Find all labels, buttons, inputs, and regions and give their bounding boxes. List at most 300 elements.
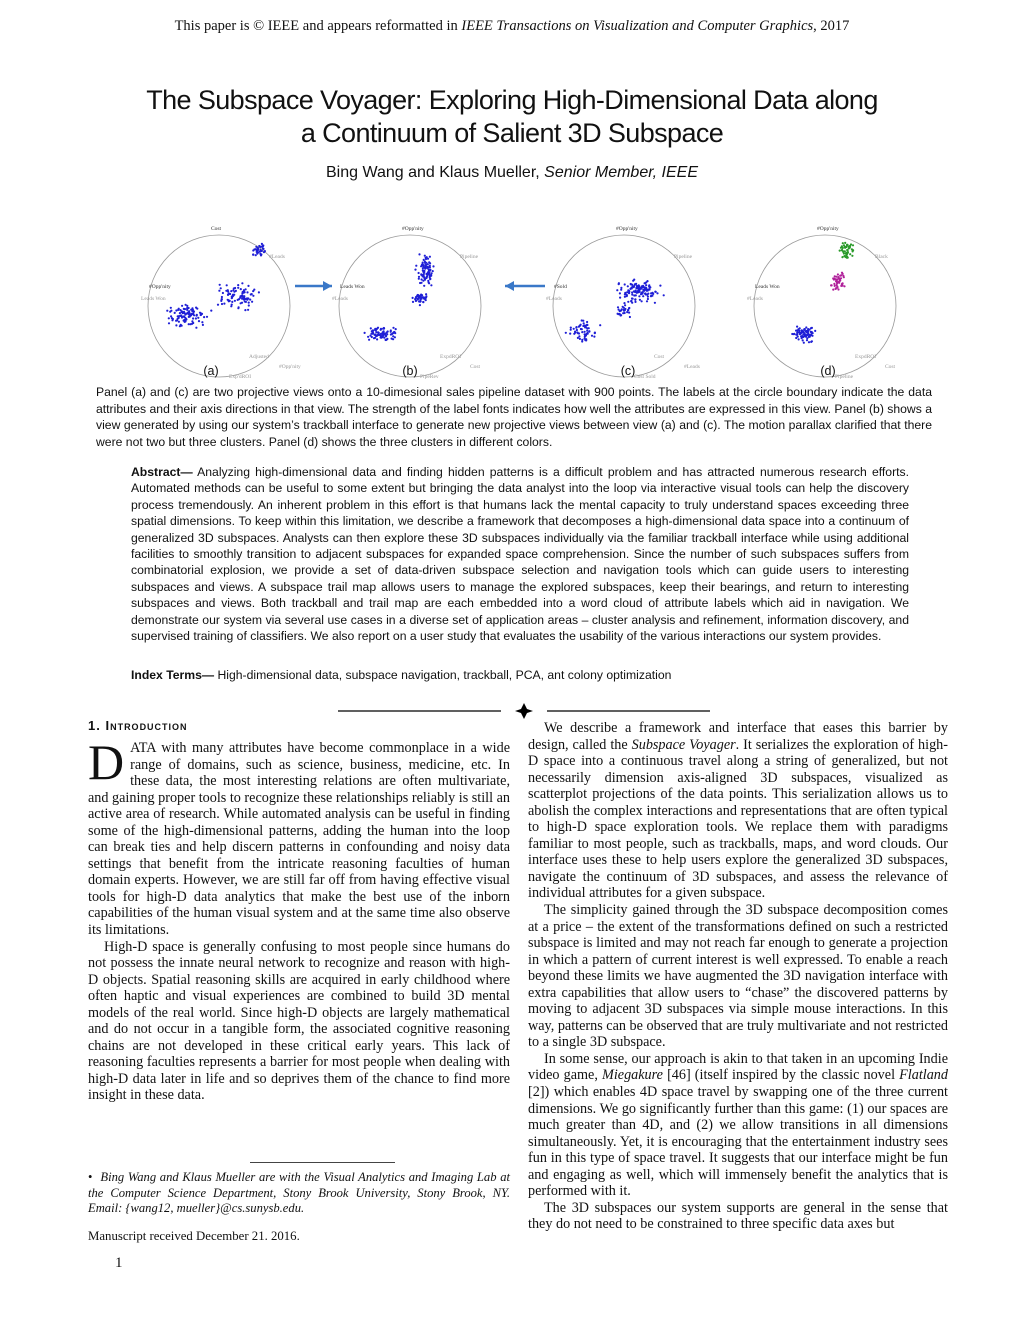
data-point xyxy=(650,295,652,297)
data-point xyxy=(371,336,373,338)
attribute-label: #Leads xyxy=(546,296,562,302)
data-point xyxy=(177,309,179,311)
data-point xyxy=(386,338,388,340)
data-point xyxy=(226,284,228,286)
data-point xyxy=(244,300,246,302)
attribute-label: PipeRev xyxy=(420,374,439,380)
attribute-label: #Opp'nity xyxy=(149,284,171,290)
footnote: • Bing Wang and Klaus Mueller are with the Visual Analytics and Imaging Lab at the Computer Science Department, Stony Brook University, Stony Brook, NY. Email: {wang12, mueller}@cs.sunysb.edu. xyxy=(88,1170,510,1215)
attribute-label: Cost xyxy=(885,364,896,370)
data-point xyxy=(415,296,417,298)
data-point xyxy=(243,298,245,300)
data-point xyxy=(847,251,849,253)
intro-paragraph-1: DATA with many attributes have become commonplace in a wide range of domains, such as science, business, medicine, etc. In these data, the most interesting relations are often multivariate, and gaining proper tools to recognize these relationships reliably is still an active area of research. While automated analysis can be useful in finding some of the high-dimensional patterns, adding the human into the loop can break ties and help discern patterns in confounding and noisy data settings that benefit from the intricate reasoning faculties of human domain experts. However, we are still far off from having effective visual tools for high-D data analytics that make the best use of the inborn capabilities of the human visual system and at the same time also observe its limitations. xyxy=(88,734,510,939)
data-point xyxy=(364,332,366,334)
data-point xyxy=(616,289,618,291)
data-point xyxy=(210,310,212,312)
data-point xyxy=(578,332,580,334)
data-point xyxy=(262,247,264,249)
data-point xyxy=(426,267,428,269)
data-point xyxy=(423,264,425,266)
data-point xyxy=(619,292,621,294)
data-point xyxy=(220,300,222,302)
data-point xyxy=(805,334,807,336)
data-point xyxy=(633,279,635,281)
data-point xyxy=(836,278,838,280)
data-point xyxy=(646,280,648,282)
data-point xyxy=(195,317,197,319)
data-point xyxy=(253,289,255,291)
data-point xyxy=(245,288,247,290)
attribute-label: Leads Won xyxy=(755,284,780,290)
attribute-label: Leads Won xyxy=(340,284,365,290)
data-point xyxy=(833,283,835,285)
data-point xyxy=(196,315,198,317)
data-point xyxy=(627,289,629,291)
data-point xyxy=(192,322,194,324)
authors: Bing Wang and Klaus Mueller, Senior Member, IEEE xyxy=(325,164,699,181)
data-point xyxy=(184,308,186,310)
data-point xyxy=(186,309,188,311)
data-point xyxy=(654,291,656,293)
data-point xyxy=(569,333,571,335)
data-point xyxy=(387,330,389,332)
data-point xyxy=(634,283,636,285)
data-point xyxy=(835,288,837,290)
data-point xyxy=(429,256,431,258)
data-point xyxy=(220,287,222,289)
data-point xyxy=(374,328,376,330)
data-point xyxy=(581,339,583,341)
data-point xyxy=(576,329,578,331)
data-point xyxy=(427,258,429,260)
data-point xyxy=(202,324,204,326)
data-point xyxy=(631,294,633,296)
data-point xyxy=(638,288,640,290)
data-point xyxy=(188,315,190,317)
data-point xyxy=(174,312,176,314)
data-point xyxy=(635,294,637,296)
data-point xyxy=(806,330,808,332)
attribute-label: #Opp'nity xyxy=(279,364,301,370)
data-point xyxy=(219,284,221,286)
data-point xyxy=(638,284,640,286)
data-point xyxy=(377,334,379,336)
data-point xyxy=(808,341,810,343)
data-point xyxy=(594,332,596,334)
data-point xyxy=(424,279,426,281)
data-point xyxy=(243,295,245,297)
data-point xyxy=(380,329,382,331)
data-point xyxy=(395,328,397,330)
data-point xyxy=(659,285,661,287)
panel-label-d: (d) xyxy=(820,364,836,378)
data-point xyxy=(201,313,203,315)
data-point xyxy=(626,311,628,313)
data-point xyxy=(842,282,844,284)
data-point xyxy=(230,305,232,307)
attribute-label: Cost Sold xyxy=(634,374,656,380)
page-number: 1 xyxy=(115,1255,123,1271)
paper-title xyxy=(90,84,934,150)
data-point xyxy=(231,301,233,303)
data-point xyxy=(233,294,235,296)
drop-cap: D xyxy=(88,734,125,790)
data-point xyxy=(227,299,229,301)
data-point xyxy=(168,317,170,319)
data-point xyxy=(246,291,248,293)
data-point xyxy=(425,258,427,260)
data-point xyxy=(423,271,425,273)
attribute-label: #Leads xyxy=(747,296,763,302)
panel-label-a: (a) xyxy=(203,364,219,378)
data-point xyxy=(791,333,793,335)
intro-paragraph-2: High-D space is generally confusing to most people since humans do not possess the innate neural network to recognize and reason with high-D objects. Spatial reasoning skills are acquired in early childhood where often haptic and visual experiences are combined to build 3D mental models of the real world. Since high-D objects are largely mathematical and do not occur in a tangible form, the associated cognitive reasoning chains are not developed in these critical early years. This lack of reasoning faculties represents a barrier for most people when dealing with high-D data later in life and so deprives them of the chance to find more insight in these data. xyxy=(88,938,510,1104)
data-point xyxy=(832,289,834,291)
data-point xyxy=(430,284,432,286)
attribute-label: Cost xyxy=(470,364,481,370)
attribute-label: Cost xyxy=(211,226,222,232)
footnote-rule xyxy=(250,1162,395,1163)
data-point xyxy=(252,295,254,297)
data-point xyxy=(843,285,845,287)
data-point xyxy=(842,275,844,277)
data-point xyxy=(227,291,229,293)
data-point xyxy=(180,315,182,317)
data-point xyxy=(851,255,853,257)
data-point xyxy=(811,340,813,342)
data-point xyxy=(584,331,586,333)
data-point xyxy=(627,309,629,311)
data-point xyxy=(852,244,854,246)
data-point xyxy=(255,246,257,248)
data-point xyxy=(432,265,434,267)
figure-caption: Panel (a) and (c) are two projective views onto a 10-dimesional sales pipeline dataset with 900 points. The labels at the circle boundary indicate the data attributes and their axis directions in that view. The strength of the label fonts indicates how well the attributes are expressed in this view. Panel (b) shows a view generated by using our system’s trackball interface to generate new projective views between view (a) and (c). The motion parallax clarified that there were not two but three clusters. Panel (d) shows the three clusters in different colors. xyxy=(96,385,932,449)
data-point xyxy=(195,307,197,309)
data-point xyxy=(586,330,588,332)
data-point xyxy=(179,309,181,311)
data-point xyxy=(839,250,841,252)
data-point xyxy=(390,333,392,335)
data-point xyxy=(799,327,801,329)
data-point xyxy=(183,315,185,317)
data-point xyxy=(624,308,626,310)
data-point xyxy=(644,282,646,284)
data-point xyxy=(431,272,433,274)
data-point xyxy=(620,287,622,289)
data-point xyxy=(422,301,424,303)
data-point xyxy=(186,305,188,307)
data-point xyxy=(801,335,803,337)
data-point xyxy=(844,242,846,244)
data-point xyxy=(847,249,849,251)
attribute-label: #Sold xyxy=(554,284,567,290)
arrow-head-icon xyxy=(505,281,514,291)
data-point xyxy=(240,288,242,290)
data-point xyxy=(645,284,647,286)
data-point xyxy=(622,306,624,308)
data-point xyxy=(260,253,262,255)
divider-star-icon xyxy=(515,703,533,719)
data-point xyxy=(846,256,848,258)
data-point xyxy=(618,283,620,285)
data-point xyxy=(834,285,836,287)
data-point xyxy=(247,309,249,311)
data-point xyxy=(628,292,630,294)
data-point xyxy=(624,293,626,295)
data-point xyxy=(237,299,239,301)
data-point xyxy=(418,276,420,278)
data-point xyxy=(244,291,246,293)
data-point xyxy=(586,321,588,323)
data-point xyxy=(232,289,234,291)
data-point xyxy=(229,300,231,302)
data-point xyxy=(586,324,588,326)
data-point xyxy=(802,333,804,335)
attribute-label: Adjusted xyxy=(249,354,269,360)
data-point xyxy=(837,276,839,278)
data-point xyxy=(624,283,626,285)
data-point xyxy=(252,254,254,256)
data-point xyxy=(427,280,429,282)
right-paragraph-4: The 3D subspaces our system supports are general in the sense that they do not need to be constrained to three specific data axes but xyxy=(528,1199,948,1233)
data-point xyxy=(419,304,421,306)
data-point xyxy=(217,304,219,306)
data-point xyxy=(237,307,239,309)
manuscript-date: Manuscript received December 21. 2016. xyxy=(88,1229,300,1243)
data-point xyxy=(599,324,601,326)
data-point xyxy=(181,305,183,307)
data-point xyxy=(170,315,172,317)
data-point xyxy=(206,316,208,318)
data-point xyxy=(573,328,575,330)
data-point xyxy=(198,320,200,322)
data-point xyxy=(241,292,243,294)
data-point xyxy=(634,301,636,303)
attribute-label: ExpdROI xyxy=(440,354,462,360)
data-point xyxy=(840,285,842,287)
data-point xyxy=(840,247,842,249)
data-point xyxy=(186,312,188,314)
data-point xyxy=(231,295,233,297)
data-point xyxy=(656,292,658,294)
data-point xyxy=(415,265,417,267)
data-point xyxy=(228,293,230,295)
attribute-label: Cost xyxy=(654,354,665,360)
data-point xyxy=(418,278,420,280)
data-point xyxy=(642,295,644,297)
data-point xyxy=(261,250,263,252)
section-title-introduction: 1. Introduction xyxy=(88,718,188,733)
data-point xyxy=(632,298,634,300)
data-point xyxy=(839,275,841,277)
data-point xyxy=(170,307,172,309)
data-point xyxy=(380,336,382,338)
data-point xyxy=(373,337,375,339)
data-point xyxy=(262,244,264,246)
data-point xyxy=(633,286,635,288)
data-point xyxy=(586,332,588,334)
data-point xyxy=(581,319,583,321)
data-point xyxy=(793,333,795,335)
attribute-label: #Leads xyxy=(269,254,285,260)
data-point xyxy=(630,283,632,285)
attribute-label: #Opp'nity xyxy=(817,226,839,232)
data-point xyxy=(650,292,652,294)
data-point xyxy=(843,244,845,246)
data-point xyxy=(618,309,620,311)
data-point xyxy=(428,282,430,284)
data-point xyxy=(230,290,232,292)
data-point xyxy=(376,338,378,340)
data-point xyxy=(195,327,197,329)
data-point xyxy=(188,323,190,325)
data-point xyxy=(185,319,187,321)
data-point xyxy=(432,270,434,272)
data-point xyxy=(581,331,583,333)
data-point xyxy=(640,293,642,295)
data-point xyxy=(415,300,417,302)
data-point xyxy=(248,302,250,304)
data-point xyxy=(593,336,595,338)
data-point xyxy=(831,284,833,286)
data-point xyxy=(424,298,426,300)
right-paragraph-1: We describe a framework and interface that eases this barrier by design, called the Subspace Voyager. It serializes the exploration of high-D space into a continuous travel along a string of generalized, but not necessarily dimension axis-aligned 3D subspaces, visualized as scatterplot projections of the data points. This serialization allows us to abolish the complex interactions and representations that are often typical to high-D space exploration tools. We replace them with paradigms familiar to most people, such as trackballs, maps, and word clouds. Our interface uses these to help users explore the generalized 3D subspaces, navigate the continuum of 3D subspaces, and assess the relevance of individual attributes for a given subspace. xyxy=(528,720,948,902)
data-point xyxy=(849,245,851,247)
data-point xyxy=(177,315,179,317)
attribute-label: #Opp'nity xyxy=(402,226,424,232)
data-point xyxy=(591,335,593,337)
data-point xyxy=(580,324,582,326)
data-point xyxy=(240,302,242,304)
data-point xyxy=(414,269,416,271)
data-point xyxy=(421,278,423,280)
data-point xyxy=(178,321,180,323)
data-point xyxy=(619,313,621,315)
data-point xyxy=(199,312,201,314)
data-point xyxy=(647,296,649,298)
data-point xyxy=(585,326,587,328)
data-point xyxy=(393,332,395,334)
data-point xyxy=(412,301,414,303)
data-point xyxy=(624,312,626,314)
data-point xyxy=(420,282,422,284)
data-point xyxy=(575,327,577,329)
data-point xyxy=(171,319,173,321)
data-point xyxy=(641,287,643,289)
data-point xyxy=(428,261,430,263)
data-point xyxy=(634,299,636,301)
data-point xyxy=(417,298,419,300)
data-point xyxy=(636,292,638,294)
data-point xyxy=(584,336,586,338)
data-point xyxy=(628,312,630,314)
data-point xyxy=(852,250,854,252)
data-point xyxy=(803,342,805,344)
data-point xyxy=(385,335,387,337)
data-point xyxy=(192,317,194,319)
data-point xyxy=(168,322,170,324)
data-point xyxy=(428,269,430,271)
data-point xyxy=(842,242,844,244)
data-point xyxy=(646,300,648,302)
data-point xyxy=(836,281,838,283)
panel-label-b: (b) xyxy=(402,364,418,378)
data-point xyxy=(836,286,838,288)
data-point xyxy=(628,307,630,309)
data-point xyxy=(201,321,203,323)
data-point xyxy=(630,300,632,302)
title-line-2: a Continuum of Salient 3D Subspace xyxy=(300,118,724,148)
data-point xyxy=(392,327,394,329)
data-point xyxy=(574,331,576,333)
data-point xyxy=(842,273,844,275)
data-point xyxy=(222,292,224,294)
section-divider xyxy=(338,700,710,722)
attribute-label: #Opp'nity xyxy=(616,226,638,232)
data-point xyxy=(796,326,798,328)
data-point xyxy=(570,329,572,331)
data-point xyxy=(247,285,249,287)
data-point xyxy=(255,254,257,256)
data-point xyxy=(223,303,225,305)
data-point xyxy=(368,339,370,341)
data-point xyxy=(797,331,799,333)
data-point xyxy=(798,338,800,340)
data-point xyxy=(845,253,847,255)
data-point xyxy=(237,287,239,289)
data-point xyxy=(629,316,631,318)
data-point xyxy=(583,322,585,324)
data-point xyxy=(846,244,848,246)
data-point xyxy=(190,323,192,325)
data-point xyxy=(420,273,422,275)
data-point xyxy=(582,325,584,327)
data-point xyxy=(617,306,619,308)
data-point xyxy=(237,284,239,286)
data-point xyxy=(423,285,425,287)
data-point xyxy=(802,339,804,341)
data-point xyxy=(412,297,414,299)
data-point xyxy=(631,291,633,293)
data-point xyxy=(390,329,392,331)
data-point xyxy=(248,304,250,306)
data-point xyxy=(191,313,193,315)
data-point xyxy=(647,298,649,300)
data-point xyxy=(166,310,168,312)
data-point xyxy=(635,287,637,289)
attribute-label: Black xyxy=(875,254,888,260)
data-point xyxy=(425,295,427,297)
right-paragraph-3: In some sense, our approach is akin to that taken in an upcoming Indie video game, Miegakure [46] (itself inspired by the classic novel Flatland [2]) which enables 4D space travel by swapping one of the three current dimensions. We go significantly further than this game: (1) our spaces are much greater than 4D, and (2) we allow transitions in all dimensions simultaneously. Yet, it is encouraging that the entertainment industry sees fun in this type of space travel. It suggests that our interface might be fun and engaging as well, which will immensely benefit the analytics that is performed with it. xyxy=(528,1050,948,1200)
data-point xyxy=(263,251,265,253)
data-point xyxy=(258,291,260,293)
data-point xyxy=(570,327,572,329)
attribute-label: Leads Won xyxy=(141,296,166,302)
data-point xyxy=(383,337,385,339)
data-point xyxy=(181,325,183,327)
data-point xyxy=(644,286,646,288)
data-point xyxy=(246,298,248,300)
data-point xyxy=(663,294,665,296)
data-point xyxy=(810,327,812,329)
data-point xyxy=(170,310,172,312)
data-point xyxy=(638,290,640,292)
data-point xyxy=(795,334,797,336)
data-point xyxy=(203,316,205,318)
data-point xyxy=(424,260,426,262)
data-point xyxy=(803,329,805,331)
